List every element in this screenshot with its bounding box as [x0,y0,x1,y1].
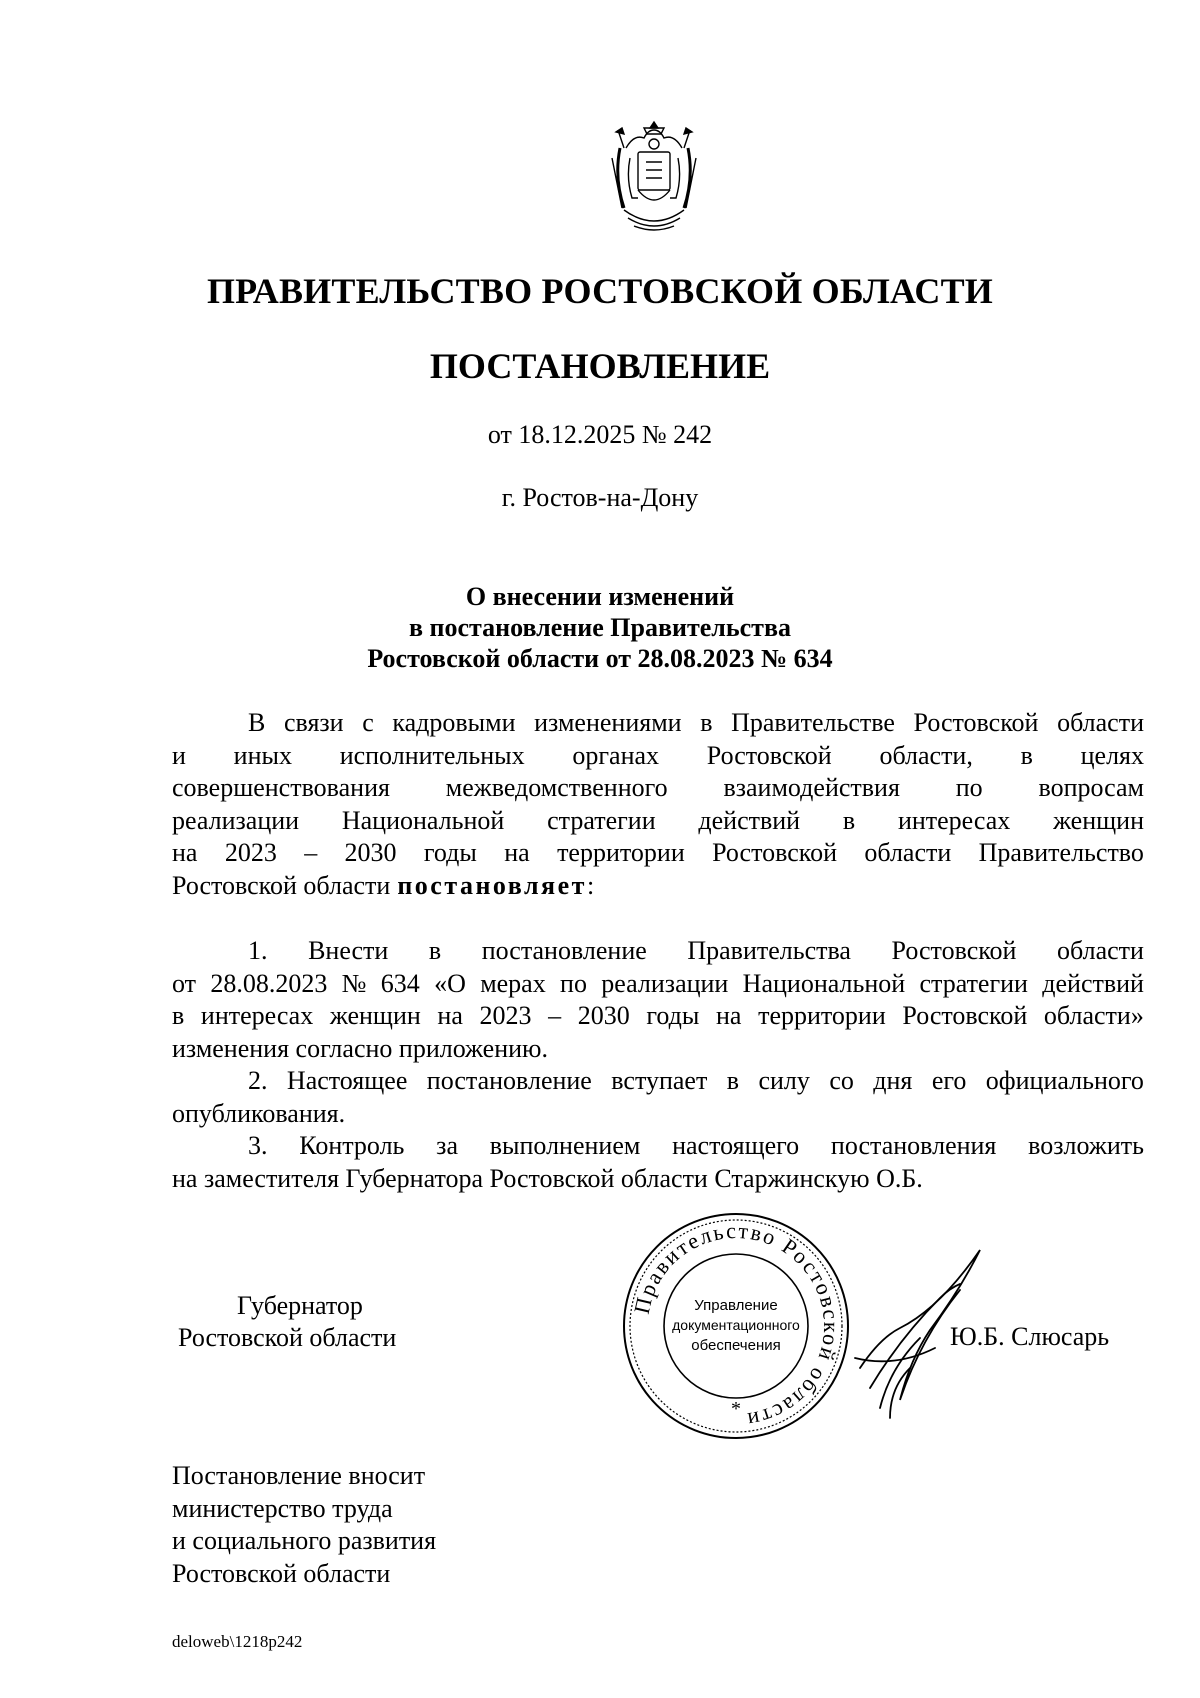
word: и [172,740,186,770]
word: его [931,1066,967,1095]
signer-title-line: Губернатор [237,1291,363,1320]
word: в [172,1001,185,1030]
word: Правительство [978,838,1144,867]
word: в [726,1066,740,1095]
word: Контроль [299,1131,405,1160]
word: «О [434,968,466,998]
seal-star: * [731,1398,741,1420]
word: в [1020,740,1033,770]
preamble-line [172,740,1144,773]
document-city: г. Ростов-на-Дону [501,483,699,512]
subject-line: Ростовской области от 28.08.2023 № 634 [367,644,833,673]
word: органах [572,740,660,770]
word: в [842,805,856,835]
seal-center-line: Управление [694,1297,778,1314]
resolves-keyword: постановляет [397,870,587,900]
word: 2023 [224,838,277,867]
seal-ring-text: Правительство Ростовской области [628,1217,845,1434]
word: от [172,968,197,998]
item-line [172,1000,1144,1033]
word: вопросам [1038,773,1144,802]
word: Ростовской [706,740,832,770]
word: Ростовской [913,708,1039,737]
document-kind: ПОСТАНОВЛЕНИЕ [429,346,771,386]
word: области [864,838,952,867]
word: территории [758,1001,886,1030]
item-line [172,1065,1144,1098]
word: Ростовской [891,936,1017,965]
introduced-line: Постановление вносит [172,1461,426,1490]
word: действий [698,805,801,835]
word: области» [1043,1001,1144,1030]
word: реализации [601,968,729,998]
word: стратегии [547,805,656,835]
word: годы [423,838,477,867]
preamble-paragraph [172,707,1144,902]
word: стратегии [919,968,1028,998]
subject-line: в постановление Правительства [408,613,791,642]
word: постановления [830,1131,997,1160]
introduced-line: министерство труда [172,1493,393,1523]
word: – [304,838,318,867]
word: 1. [248,936,268,965]
word: интересах [200,1001,314,1030]
word: постановление [481,936,647,965]
word: Национальной [341,805,505,835]
government-title: ПРАВИТЕЛЬСТВО РОСТОВСКОЙ ОБЛАСТИ [206,271,994,311]
word: 634 [380,968,420,998]
signer-title-line: Ростовской области [178,1323,397,1352]
item-line: на заместителя Губернатора Ростовской области Старжинскую О.Б. [172,1163,923,1193]
word: на [437,1001,463,1030]
word: связи [283,708,344,737]
word: настоящего [672,1131,800,1160]
word: в [428,936,442,965]
word: 2030 [344,838,397,867]
word: 28.08.2023 [210,968,328,998]
word: области [1057,936,1144,965]
word: годы [646,1001,700,1030]
resolution-items [172,935,1144,1195]
word: по [560,968,587,998]
word: кадровыми [392,708,516,737]
word: с [362,708,374,737]
word: постановление [426,1066,592,1095]
item-line [172,1130,1144,1163]
word: на [504,838,530,867]
document-subject [0,581,1200,674]
item-line: изменения согласно приложению. [172,1033,548,1063]
introduced-by [172,1460,436,1590]
word: возложить [1028,1131,1144,1160]
word: женщин [1053,805,1144,835]
signer-title [172,1290,472,1360]
word: исполнительных [339,740,525,770]
word: 2023 [479,1001,532,1030]
word: интересах [897,805,1011,835]
word: 2030 [577,1001,630,1030]
word: области [1057,708,1144,737]
word: в [700,708,713,737]
word: Ростовской [902,1001,1028,1030]
introduced-line: Ростовской области [172,1558,391,1588]
word: 3. [248,1131,268,1160]
seal-center-line: документационного [672,1317,800,1333]
word: официального [985,1066,1144,1095]
word: Ростовской [712,838,838,867]
document-reference: deloweb\1218p242 [172,1632,303,1651]
coat-of-arms-icon [603,118,705,238]
introduced-line: и социального развития [172,1526,437,1555]
preamble-last-text: Ростовской области [172,870,391,900]
subject-line: О внесении изменений [465,582,735,611]
document-date-number: от 18.12.2025 № 242 [487,420,713,449]
word: Внести [308,936,389,965]
preamble-line [172,707,1144,740]
word: № [341,968,367,998]
signer-name: Ю.Б. Слюсарь [950,1322,1110,1351]
word: вступает [611,1066,708,1095]
word: реализации [172,805,300,835]
preamble-line [172,837,1144,870]
word: иных [233,740,292,770]
word: 2. [248,1066,268,1095]
word: на [715,1001,742,1030]
word: выполнением [489,1131,641,1160]
preamble-line [172,805,1144,838]
item-line: опубликования. [172,1098,346,1128]
word: со [829,1066,854,1095]
word: совершенствования [172,773,390,802]
word: на [172,838,198,867]
word: силу [758,1066,810,1095]
word: территории [557,838,685,867]
word: изменениями [534,708,682,737]
word: Правительстве [731,708,895,737]
seal-center-line: обеспечения [691,1337,781,1354]
word: женщин [329,1001,421,1030]
word: Правительства [687,936,851,965]
official-seal [622,1212,850,1440]
word: по [955,773,983,802]
word: В [248,708,266,737]
word: за [436,1131,458,1160]
word: действий [1042,968,1144,998]
word: взаимодействия [723,773,900,802]
word: Национальной [742,968,906,998]
word: мерах [480,968,546,998]
item-line [172,935,1144,968]
word: целях [1080,740,1144,770]
word: Настоящее [286,1066,408,1095]
word: дня [873,1066,913,1095]
preamble-line [172,870,1144,903]
keyword-suffix: : [586,870,595,900]
preamble-line [172,772,1144,805]
word: межведомственного [445,773,668,802]
word: – [548,1001,562,1030]
word: области, [879,740,973,770]
item-line [172,968,1144,1001]
